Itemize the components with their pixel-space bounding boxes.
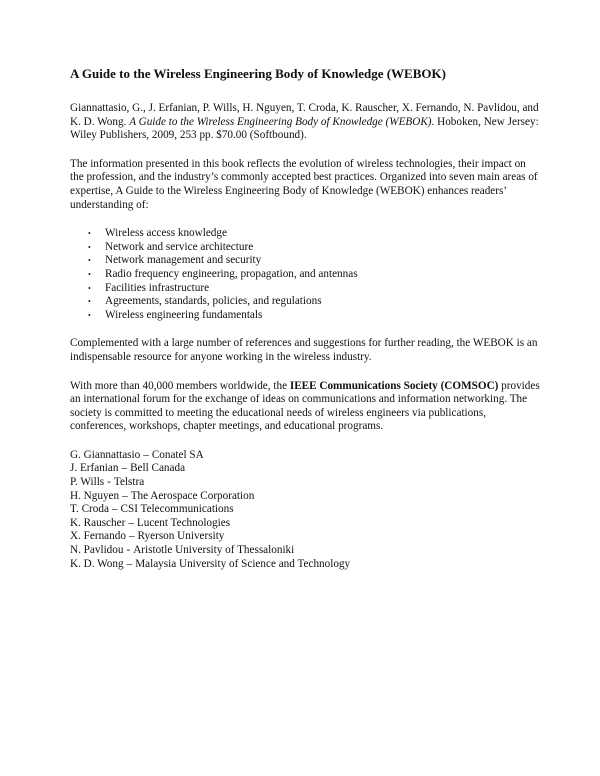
society-paragraph [70,380,540,434]
contributor-organization: Aristotle University of Thessaloniki [133,544,295,557]
contributor-separator: - [126,544,131,557]
society-text-after: provides an international forum for the exchange of ideas on communications and information networking. The society is committed to meeting the educational needs of wireless engineers via publications, conferences, workshops, chapter meetings, and educational programs. [70,379,540,433]
contributor-row [70,517,540,531]
list-item-text: Agreements, standards, policies, and regulations [105,295,322,308]
contributor-organization: CSI Telecommunications [120,503,234,516]
list-item-text: Radio frequency engineering, propagation, and antennas [105,267,358,280]
contributor-row [70,462,540,476]
society-text-before: With more than 40,000 members worldwide, the [70,379,290,392]
bullet-icon: • [88,242,91,252]
contributor-separator: – [128,530,135,543]
contributor-separator: – [121,462,128,475]
contributor-row [70,449,540,463]
list-item [70,309,540,323]
complement-paragraph: Complemented with a large number of references and suggestions for further reading, the WEBOK is an indispensable resource for anyone working in the wireless industry. [70,337,538,363]
contributor-name: T. Croda [70,503,109,516]
bullet-icon: • [88,297,91,307]
list-item-text: Network and service architecture [105,240,254,253]
bullet-icon: • [88,256,91,266]
contributor-row [70,558,540,572]
contributor-organization: Lucent Technologies [136,516,231,529]
contributor-row [70,490,540,504]
contributor-separator: – [143,448,149,461]
book-citation [70,102,540,143]
contributor-organization: Ryerson University [137,530,225,543]
contributor-separator: – [111,503,118,516]
list-item-text: Facilities infrastructure [105,281,210,294]
contributor-separator: – [122,489,128,502]
contributor-name: H. Nguyen [70,489,120,502]
contributors-list [70,449,540,571]
contributor-name: P. Wills [70,476,105,489]
list-item [70,268,540,282]
contributor-organization: The Aerospace Corporation [130,489,255,502]
list-item-text: Wireless access knowledge [105,227,227,240]
contributor-separator: – [128,516,134,529]
list-item [70,241,540,255]
list-item-text: Wireless engineering fundamentals [105,308,263,321]
list-item-text: Network management and security [105,254,262,267]
bullet-icon: • [88,283,91,293]
contributor-separator: - [107,476,111,489]
list-item [70,282,540,296]
contributor-name: K. D. Wong [70,557,124,570]
expertise-areas-list [70,227,540,322]
intro-paragraph: The information presented in this book reflects the evolution of wireless technologies, their impact on the profession, and the industry’s commonly accepted best practices. Organized into seven main areas of expertise, A Guide to the Wireless Engineering Body of Knowledge (WEBOK) enhances readers’ understanding of: [70,157,538,211]
bullet-icon: • [88,310,91,320]
citation-publication: . Hoboken, New Jersey: Wiley Publishers, 2009, 253 pp. $70.00 (Softbound). [70,115,539,142]
list-item [70,295,540,309]
list-item [70,227,540,241]
contributor-name: G. Giannattasio [70,448,141,461]
contributor-separator: – [126,557,133,570]
contributor-organization: Malaysia University of Science and Technology [135,557,351,570]
citation-book-title: A Guide to the Wireless Engineering Body of Knowledge (WEBOK) [129,115,432,128]
contributor-row [70,530,540,544]
contributor-name: J. Erfanian [70,462,119,475]
bullet-icon: • [88,229,91,239]
society-name: IEEE Communications Society (COMSOC) [289,379,499,392]
list-item [70,254,540,268]
contributor-row [70,544,540,558]
contributor-row [70,503,540,517]
contributor-name: K. Rauscher [70,516,126,529]
contributor-organization: Telstra [113,476,145,489]
bullet-icon: • [88,269,91,279]
contributor-name: N. Pavlidou [70,544,124,557]
page-title: A Guide to the Wireless Engineering Body of Knowledge (WEBOK) [70,66,446,81]
contributor-row [70,476,540,490]
contributor-name: X. Fernando [70,530,126,543]
document-page [70,66,540,571]
contributor-organization: Bell Canada [130,462,186,475]
contributor-organization: Conatel SA [151,448,204,461]
citation-authors: Giannattasio, G., J. Erfanian, P. Wills, H. Nguyen, T. Croda, K. Rauscher, X. Fernando, N. Pavlidou, and K. D. Wong. [70,102,539,128]
